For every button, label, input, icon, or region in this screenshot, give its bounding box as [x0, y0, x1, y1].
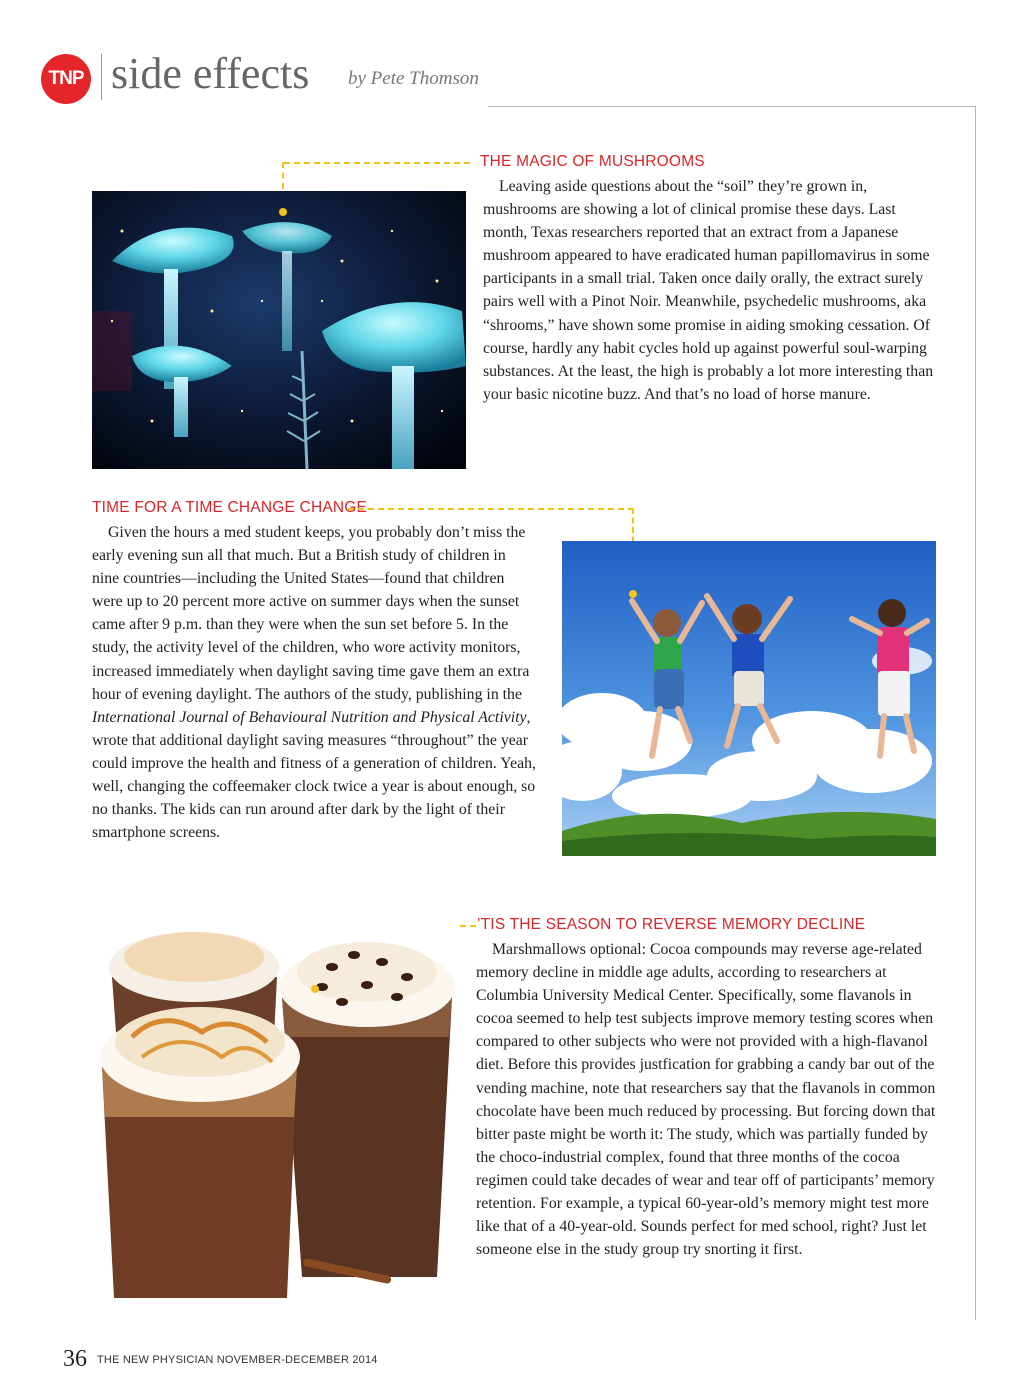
section-heading-mushrooms: THE MAGIC OF MUSHROOMS — [480, 153, 705, 170]
article-mushrooms — [483, 175, 935, 406]
paragraph — [92, 521, 536, 844]
column-title: side effects — [111, 49, 310, 98]
paragraph: Leaving aside questions about the “soil” they’re grown in, mushrooms are showing a lot of clinical promise these days. Last month, Texas researchers reported that an extract from a Japanese mushroom appeared to have eradicated human papillomavirus in some participants in a small trial. Taken once daily orally, the extract surely pairs well with a Pinot Noir. Meanwhile, psychedelic mushrooms, aka “shrooms,” have shown some promise in aiding smoking cessation. Of course, hardly any habit cycles hold up against powerful soul-warping substances. At the least, the high is probably a lot more interesting than your basic nicotine buzz. And that’s no load of horse manure. — [483, 178, 934, 403]
journal-title: International Journal of Behavioural Nutrition and Physical Activity — [92, 708, 527, 726]
section-heading-time-change: TIME FOR A TIME CHANGE CHANGE — [92, 499, 368, 516]
tnp-logo-badge: TNP — [41, 54, 91, 104]
article-time-change — [92, 521, 536, 844]
connector-dot — [629, 590, 637, 598]
section-heading-memory: ’TIS THE SEASON TO REVERSE MEMORY DECLINE — [477, 916, 866, 933]
connector-line — [348, 508, 634, 510]
right-rule — [975, 106, 976, 1320]
page-number: 36 — [63, 1346, 87, 1372]
byline: by Pete Thomson — [348, 68, 479, 89]
publication-folio: THE NEW PHYSICIAN NOVEMBER-DECEMBER 2014 — [97, 1354, 378, 1366]
text-segment: Given the hours a med student keeps, you probably don’t miss the early evening sun all that much. But a British study of children in nine countries—including the United States—found that children were up to 20 percent more active on summer days when the sunset came after 9 p.m. than they were when the sun set before 5. In the study, the activity level of the children, who wore activity monitors, increased immediately when daylight saving time gave them an extra hour of evening daylight. The authors of the study, publishing in the — [92, 524, 530, 703]
text-segment: , wrote that additional daylight saving measures “throughout” the year could improve the health and fitness of a generation of children. Yeah, well, changing the coffeemaker clock twice a year is about enough, so no thanks. The kids can run around after dark by the light of their smartphone screens. — [92, 708, 536, 842]
article-memory — [476, 938, 938, 1261]
connector-dot — [279, 208, 287, 216]
jumping-children-image — [562, 541, 936, 856]
header-divider — [101, 54, 102, 100]
connector-dot — [311, 985, 319, 993]
top-rule — [488, 106, 976, 107]
cocoa-drinks-image — [92, 917, 456, 1298]
connector-line — [284, 162, 470, 164]
paragraph: Marshmallows optional: Cocoa compounds may reverse age-related memory decline in middle age adults, according to researchers at Columbia University Medical Center. Specifically, some flavanols in cocoa seemed to help test subjects improve memory testing scores when compared to other subjects who were not provided with a high-flavanol diet. Before this provides justfication for grabbing a candy bar out of the vending machine, note that researchers say that the flavanols in common chocolate have been much reduced by processing. But forcing down that bitter paste might be worth it: The study, which was partially funded by the choco-industrial complex, found that three months of the cocoa regimen could take decades of wear and tear off of participants’ memory retention. For example, a typical 60-year-old’s memory might test more like that of a 40-year-old. Sounds perfect for med school, right? Just let someone else in the study group try snorting it first. — [476, 941, 936, 1259]
mushroom-image — [92, 191, 466, 469]
